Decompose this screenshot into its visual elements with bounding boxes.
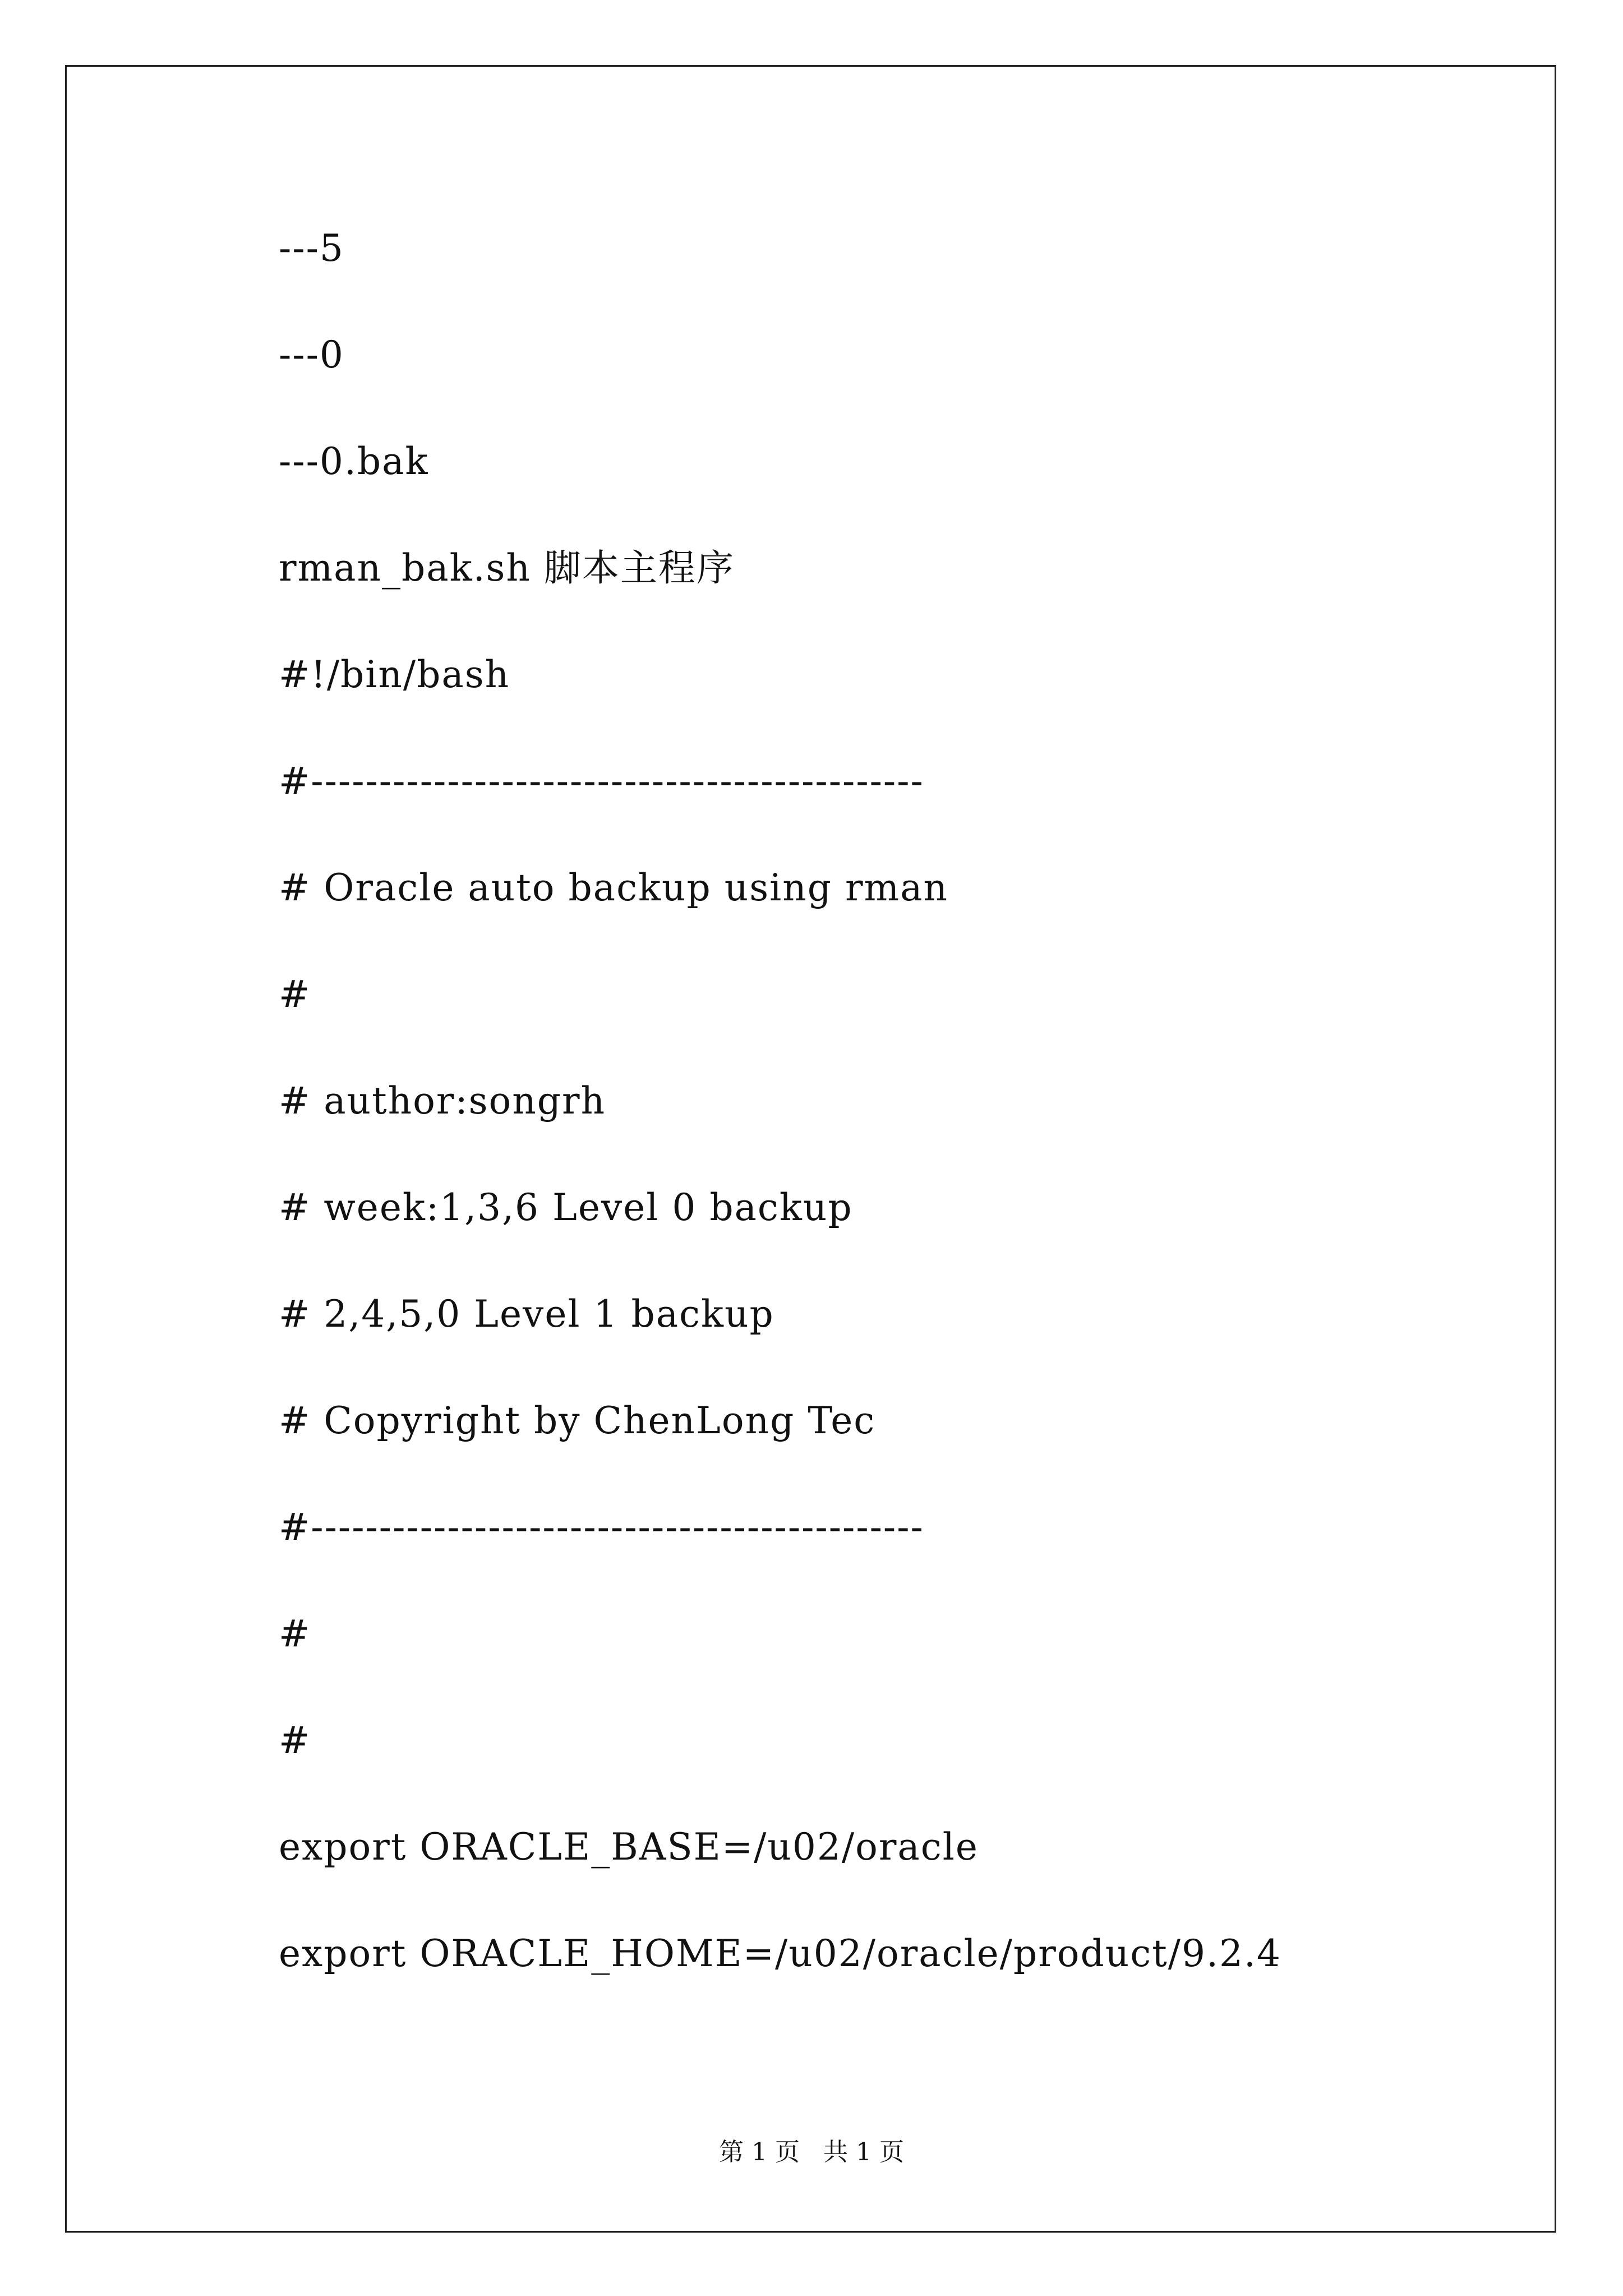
text-line: # xyxy=(279,973,311,1016)
text-line: ---0 xyxy=(279,333,344,376)
page-border xyxy=(65,65,1556,2233)
text-line: # week:1,3,6 Level 0 backup xyxy=(279,1186,853,1229)
text-line: ---5 xyxy=(279,227,344,270)
text-line: export ORACLE_HOME=/u02/oracle/product/9.2.4 xyxy=(279,1932,1281,1975)
text-line: rman_bak.sh 脚本主程序 xyxy=(279,546,735,590)
text-line: # Oracle auto backup using rman xyxy=(279,866,948,909)
text-line: #--------------------------------------------- xyxy=(279,760,924,803)
text-line: export ORACLE_BASE=/u02/oracle xyxy=(279,1825,979,1869)
text-line: # author:songrh xyxy=(279,1079,606,1122)
text-line: # xyxy=(279,1612,311,1655)
text-line: #--------------------------------------------- xyxy=(279,1506,924,1549)
text-line: #!/bin/bash xyxy=(279,653,510,696)
text-line: # 2,4,5,0 Level 1 backup xyxy=(279,1292,774,1336)
page-footer: 第 1 页 共 1 页 xyxy=(719,2138,904,2166)
text-line: ---0.bak xyxy=(279,440,429,483)
text-line: # Copyright by ChenLong Tec xyxy=(279,1399,876,1442)
text-line: # xyxy=(279,1719,311,1762)
